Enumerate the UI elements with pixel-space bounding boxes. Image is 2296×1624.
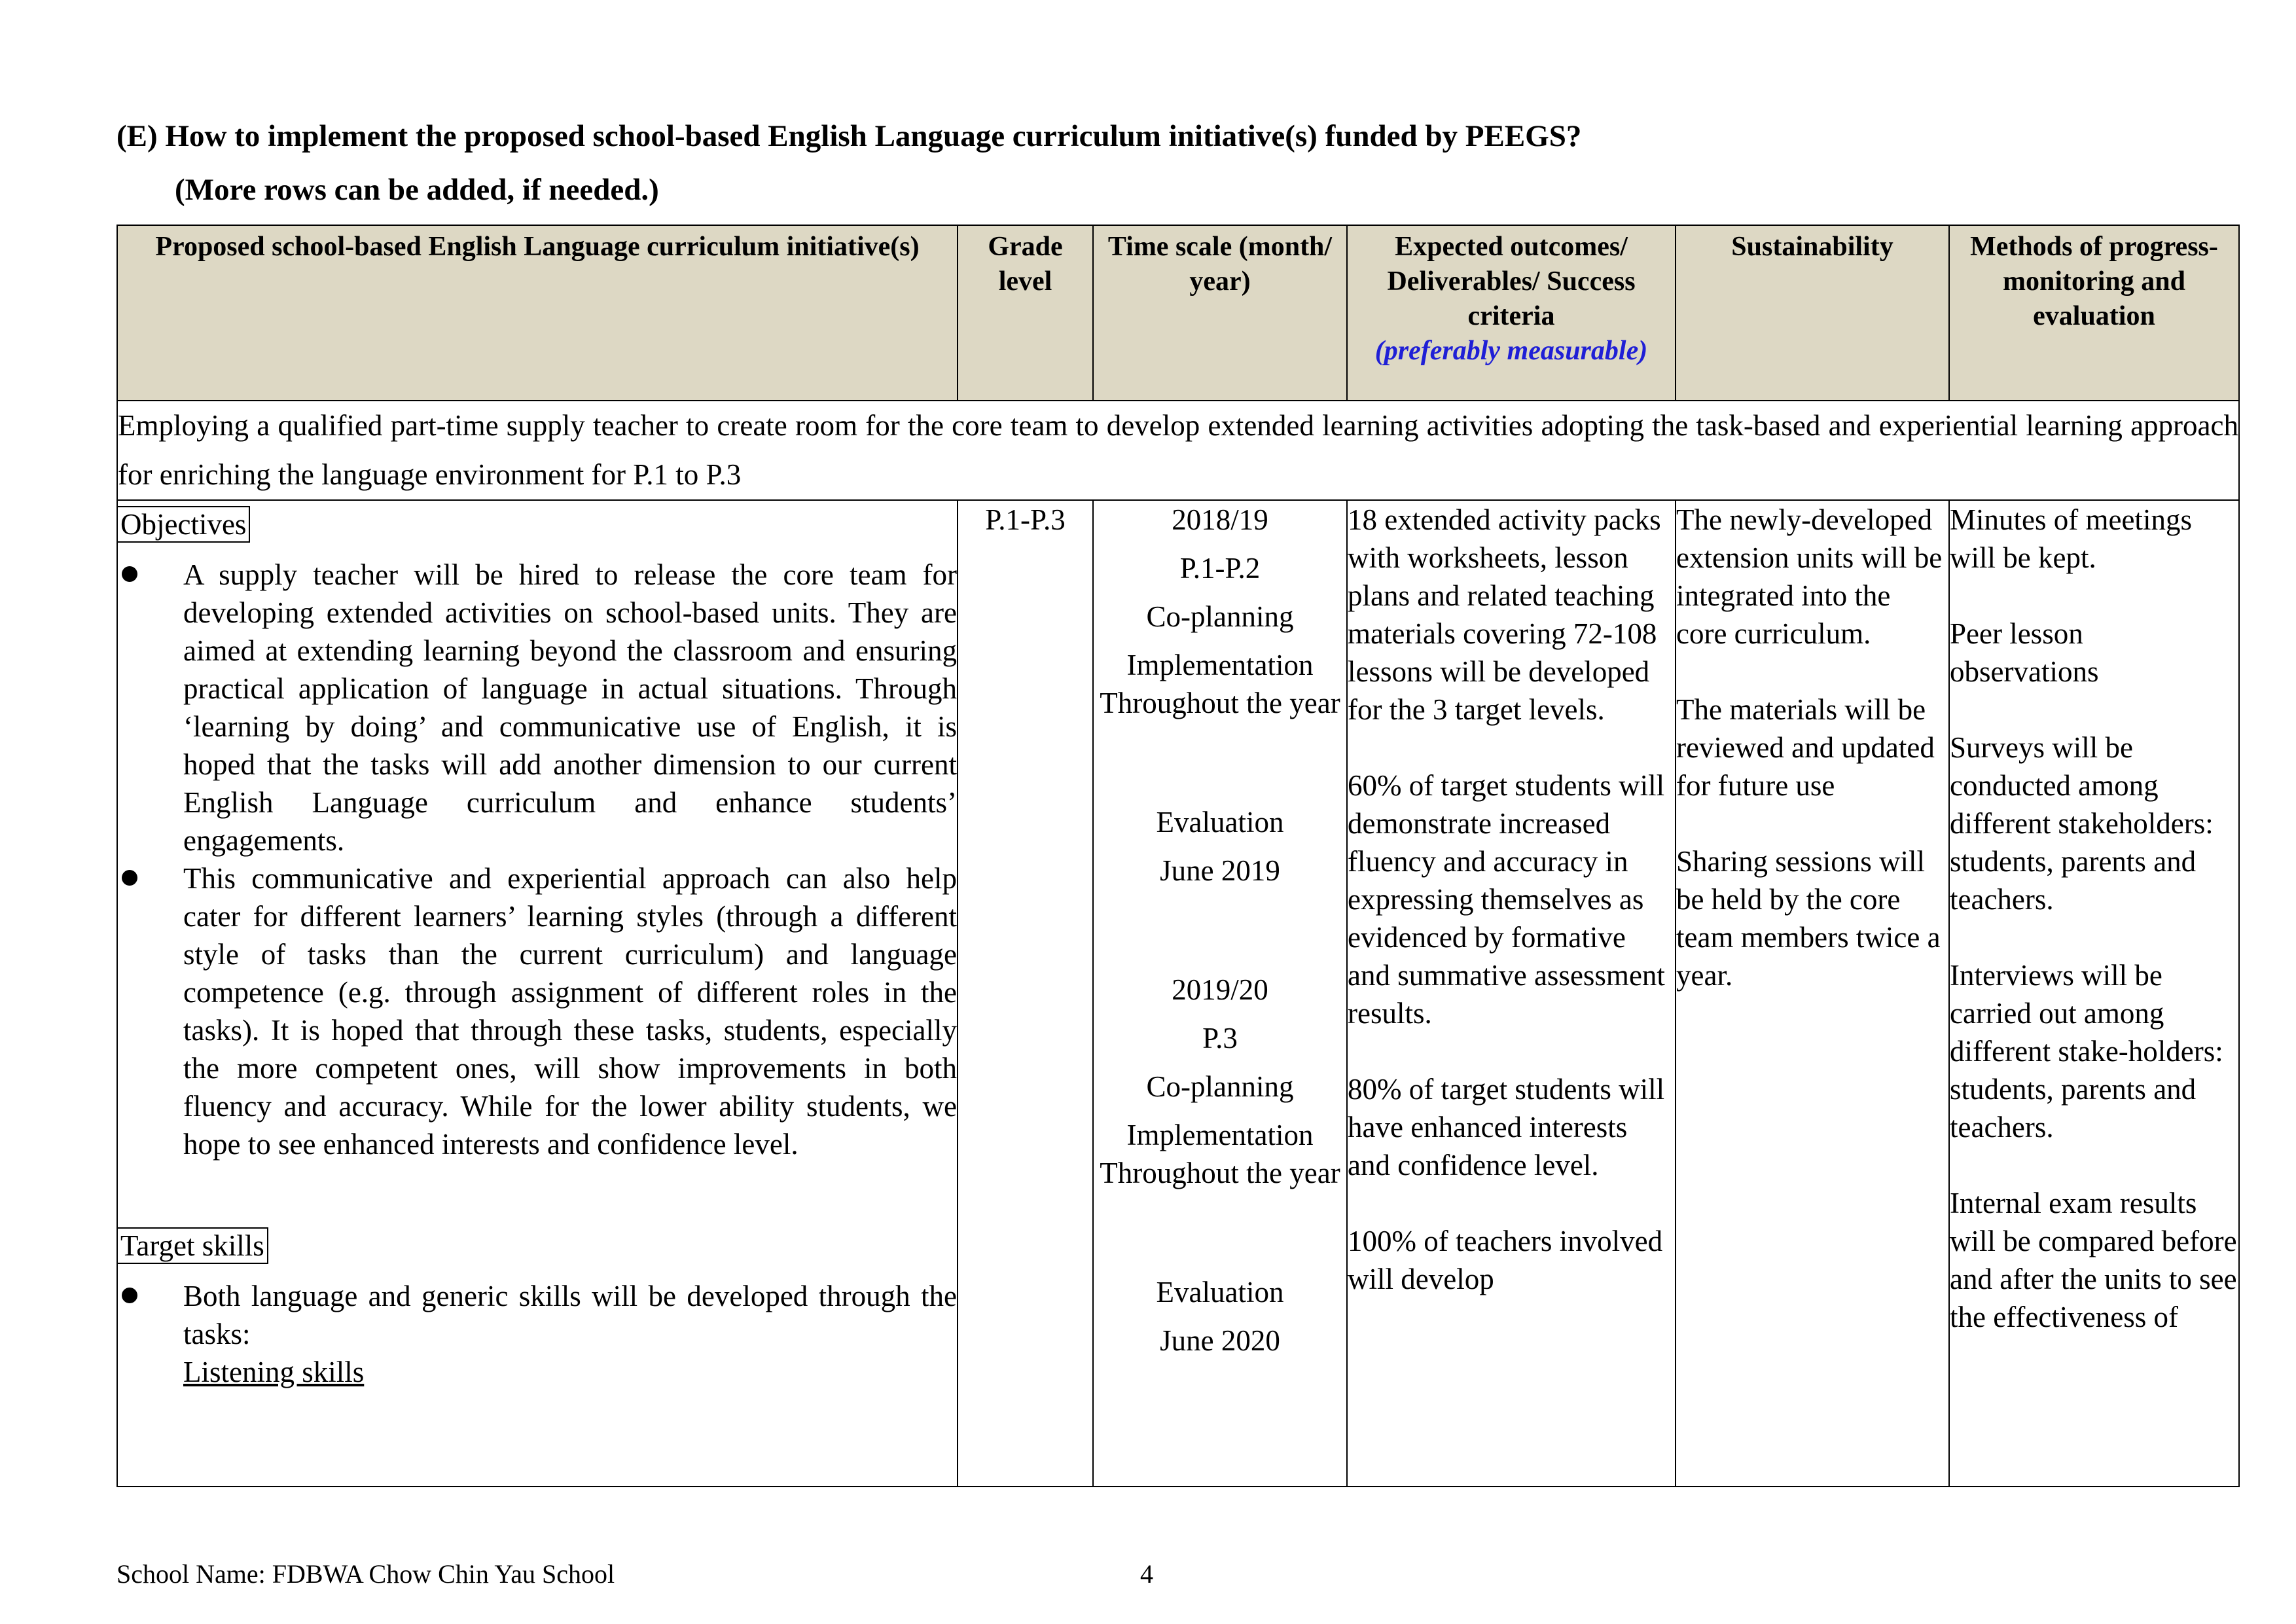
sustainability-cell xyxy=(1676,500,1949,1487)
outcome-item: 18 extended activity packs with worksheets, lesson plans and related teaching materials covering 72-108 lessons will be developed for the 3 target levels. xyxy=(1348,503,1661,726)
methods-cell xyxy=(1949,500,2239,1487)
sustainability-item: The newly-developed extension units will be integrated into the core curriculum. xyxy=(1676,503,1943,650)
bullet-icon xyxy=(122,1288,137,1303)
sustainability-item: Sharing sessions will be held by the core team members twice a year. xyxy=(1676,845,1941,992)
target-skills-label: Target skills xyxy=(117,1227,268,1264)
time-evaluation-date-2: June 2020 xyxy=(1160,1324,1280,1357)
header-grade: Grade level xyxy=(958,225,1093,401)
method-item: Peer lesson observations xyxy=(1950,617,2099,688)
section-heading: (E) How to implement the proposed school-based English Language curriculum initiative(s) funded by PEEGS? xyxy=(117,119,1582,153)
bullet-icon xyxy=(122,870,137,886)
time-evaluation-date-1: June 2019 xyxy=(1160,854,1280,887)
objective-bullet xyxy=(118,556,957,859)
time-evaluation-1: Evaluation xyxy=(1156,806,1284,839)
outcome-item: 60% of target students will demonstrate increased fluency and accuracy in expressing themselves as evidenced by formative and summative assessment results. xyxy=(1348,769,1665,1030)
outcome-item: 80% of target students will have enhanced interests and confidence level. xyxy=(1348,1073,1665,1182)
objectives-label: Objectives xyxy=(117,506,250,543)
objective-bullet-text: This communicative and experiential approach can also help cater for different learners’ learning styles (through a different style of tasks than the current curriculum) and language competence (e.g. through assignment of different roles in the tasks). It is hoped that through these tasks, students, especially the more competent ones, will show improvements in both fluency and accuracy. While for the lower ability students, we hope to see enhanced interests and confidence level. xyxy=(183,862,957,1161)
section-subheading: (More rows can be added, if needed.) xyxy=(175,173,659,207)
header-methods: Methods of progress-monitoring and evaluation xyxy=(1949,225,2239,401)
bullet-icon xyxy=(122,566,137,582)
detail-row xyxy=(117,500,2239,1487)
page-number: 4 xyxy=(1140,1559,1153,1589)
method-item: Minutes of meetings will be kept. xyxy=(1950,503,2192,574)
time-coplanning-2: Co-planning xyxy=(1146,1070,1294,1103)
time-level-2: P.3 xyxy=(1202,1022,1238,1055)
time-year-2: 2019/20 xyxy=(1172,973,1268,1006)
header-row xyxy=(117,225,2239,401)
time-implementation-1: Implementation Throughout the year xyxy=(1100,649,1340,719)
sustainability-item: The materials will be reviewed and updated for future use xyxy=(1676,693,1935,802)
initiative-banner: Employing a qualified part-time supply teacher to create room for the core team to develop extended learning activities adopting the task-based and experiential learning approach for enriching the language environment for P.1 to P.3 xyxy=(117,401,2239,500)
time-scale-cell xyxy=(1093,500,1347,1487)
time-level-1: P.1-P.2 xyxy=(1179,552,1261,585)
method-item: Internal exam results will be compared before and after the units to see the effectiveness of xyxy=(1950,1187,2237,1333)
footer-school-name: School Name: FDBWA Chow Chin Yau School xyxy=(117,1559,615,1589)
header-time-scale: Time scale (month/ year) xyxy=(1093,225,1347,401)
method-item: Interviews will be carried out among different stake-holders: students, parents and teachers. xyxy=(1950,959,2223,1144)
banner-row xyxy=(117,401,2239,500)
header-sustainability: Sustainability xyxy=(1676,225,1949,401)
outcomes-cell xyxy=(1347,500,1676,1487)
grade-cell: P.1-P.3 xyxy=(958,500,1093,1487)
method-item: Surveys will be conducted among different stakeholders: students, parents and teachers. xyxy=(1950,731,2214,916)
header-outcomes xyxy=(1347,225,1676,401)
header-initiative: Proposed school-based English Language curriculum initiative(s) xyxy=(117,225,958,401)
time-year-1: 2018/19 xyxy=(1172,503,1268,536)
target-skills-bullet xyxy=(118,1277,957,1353)
implementation-table xyxy=(117,225,2240,1487)
target-skills-bullet-text: Both language and generic skills will be developed through the tasks: xyxy=(183,1280,957,1350)
time-implementation-2: Implementation Throughout the year xyxy=(1100,1119,1340,1189)
objective-bullet-text: A supply teacher will be hired to release the core team for developing extended activities on school-based units. They are aimed at extending learning beyond the classroom and ensuring practical application of language in actual situations. Through ‘learning by doing’ and communicative use of English, it is hoped that the tasks will add another dimension to our current English Language curriculum and enhance students’ engagements. xyxy=(183,558,957,857)
time-coplanning-1: Co-planning xyxy=(1146,600,1294,633)
header-outcomes-note: (preferably measurable) xyxy=(1374,336,1648,366)
time-evaluation-2: Evaluation xyxy=(1156,1276,1284,1308)
header-outcomes-label: Expected outcomes/ Deliverables/ Success criteria xyxy=(1387,232,1636,331)
outcome-item: 100% of teachers involved will develop xyxy=(1348,1225,1663,1295)
target-skill-subheading: Listening skills xyxy=(183,1356,365,1388)
objective-bullet xyxy=(118,859,957,1163)
initiative-details-cell xyxy=(117,500,958,1487)
